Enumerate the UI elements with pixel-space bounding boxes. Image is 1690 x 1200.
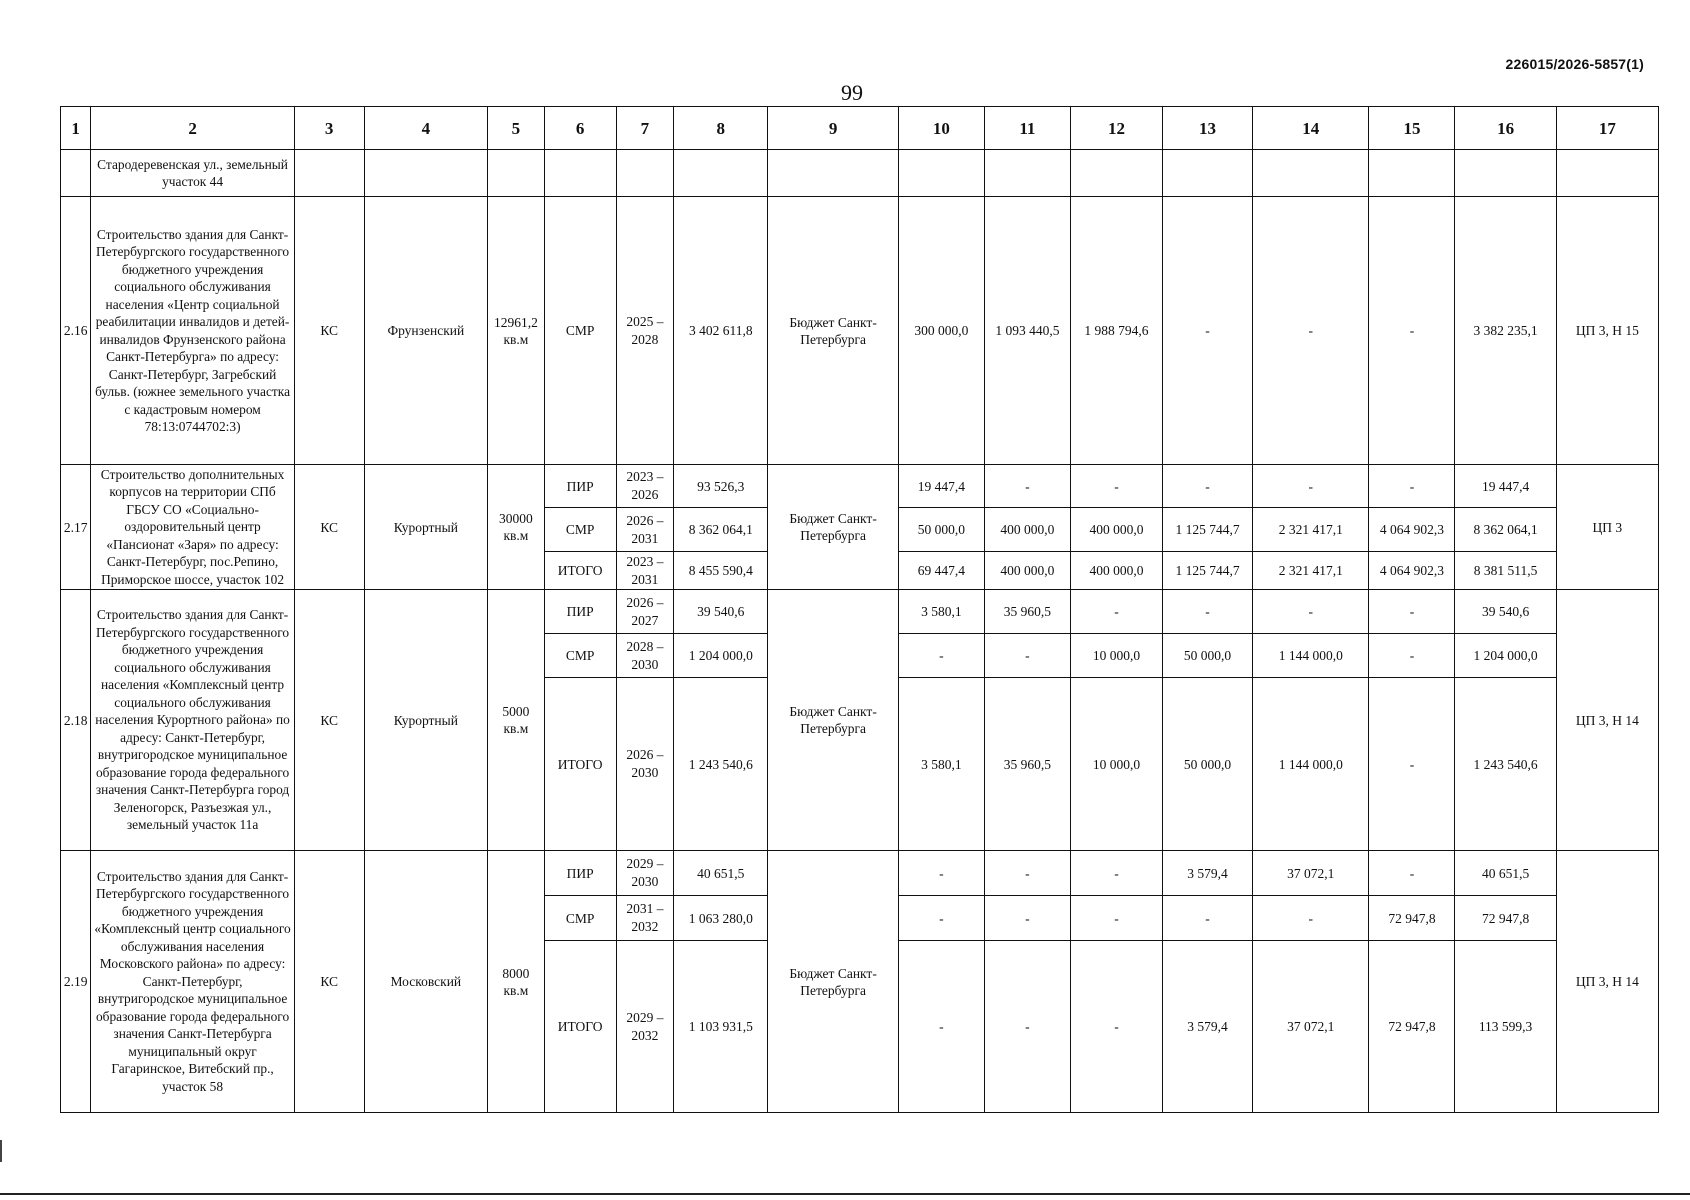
value-col-14: - (1253, 590, 1369, 634)
row-number: 2.17 (61, 465, 91, 590)
col-header: 12 (1070, 107, 1162, 150)
table-row (61, 465, 1659, 508)
col-header: 2 (91, 107, 294, 150)
value-col-15: - (1369, 197, 1455, 465)
col-header: 13 (1163, 107, 1253, 150)
value-col-14: - (1253, 465, 1369, 508)
value-col-11: 400 000,0 (984, 552, 1070, 590)
value-col-14: 1 144 000,0 (1253, 634, 1369, 678)
col-header: 4 (364, 107, 487, 150)
value-col-16: 19 447,4 (1455, 465, 1556, 508)
value-col-10: 19 447,4 (898, 465, 984, 508)
value-col-11: - (984, 851, 1070, 896)
object-code: КС (294, 851, 364, 1113)
funding-source: Бюджет Санкт-Петербурга (768, 590, 899, 851)
value-col-12: 400 000,0 (1070, 552, 1162, 590)
value-col-12: 10 000,0 (1070, 634, 1162, 678)
value-col-16: 3 382 235,1 (1455, 197, 1556, 465)
value-col-13: 3 579,4 (1163, 851, 1253, 896)
value-col-12: 1 988 794,6 (1070, 197, 1162, 465)
value-col-16: 39 540,6 (1455, 590, 1556, 634)
stage-cost: 3 402 611,8 (674, 197, 768, 465)
stage-years: 2026 – 2031 (616, 508, 674, 552)
col-header: 16 (1455, 107, 1556, 150)
stage-type: ИТОГО (544, 552, 616, 590)
value-col-16: 72 947,8 (1455, 896, 1556, 941)
value-col-14: - (1253, 197, 1369, 465)
stage-type: СМР (544, 197, 616, 465)
funding-source: Бюджет Санкт-Петербурга (768, 851, 899, 1113)
scan-bottom-edge (0, 1193, 1690, 1195)
object-name: Строительство дополнительных корпусов на территории СПб ГБСУ СО «Социально-оздоровительный центр «Пансионат «Заря» по адресу: Санкт-Петербург, пос.Репино, Приморское шоссе, участок 102 (91, 465, 294, 590)
stage-type: СМР (544, 896, 616, 941)
value-col-12: - (1070, 851, 1162, 896)
district: Курортный (364, 465, 487, 590)
col-header: 10 (898, 107, 984, 150)
value-col-13: 1 125 744,7 (1163, 508, 1253, 552)
value-col-11: - (984, 634, 1070, 678)
stage-type: ПИР (544, 590, 616, 634)
stage-years: 2029 – 2030 (616, 851, 674, 896)
value-col-12: - (1070, 941, 1162, 1113)
capacity: 5000 кв.м (488, 590, 545, 851)
value-col-13: - (1163, 896, 1253, 941)
stage-cost: 8 455 590,4 (674, 552, 768, 590)
value-col-14: 37 072,1 (1253, 941, 1369, 1113)
stage-type: СМР (544, 634, 616, 678)
col-header: 14 (1253, 107, 1369, 150)
value-col-14: 1 144 000,0 (1253, 678, 1369, 851)
stage-years: 2026 – 2030 (616, 678, 674, 851)
value-col-10: 50 000,0 (898, 508, 984, 552)
program-target: ЦП 3, Н 15 (1556, 197, 1658, 465)
value-col-15: - (1369, 678, 1455, 851)
object-name: Стародеревенская ул., земельный участок 44 (91, 150, 294, 197)
value-col-11: 35 960,5 (984, 678, 1070, 851)
value-col-15: - (1369, 634, 1455, 678)
col-header: 11 (984, 107, 1070, 150)
value-col-14: 2 321 417,1 (1253, 508, 1369, 552)
col-header: 9 (768, 107, 899, 150)
stage-years: 2026 – 2027 (616, 590, 674, 634)
stage-years: 2028 – 2030 (616, 634, 674, 678)
value-col-13: - (1163, 465, 1253, 508)
funding-source: Бюджет Санкт-Петербурга (768, 465, 899, 590)
col-header: 8 (674, 107, 768, 150)
object-code: КС (294, 590, 364, 851)
value-col-10: - (898, 851, 984, 896)
stage-years: 2023 – 2031 (616, 552, 674, 590)
value-col-13: 50 000,0 (1163, 678, 1253, 851)
object-name: Строительство здания для Санкт-Петербургского государственного бюджетного учреждения «Комплексный центр социального обслуживания населения Московского района» по адресу: Санкт-Петербург, внутригородское муниципальное образование города федерального значения Санкт-Петербурга муниципальный округ Гагаринское, Витебский пр., участок 58 (91, 851, 294, 1113)
stage-cost: 93 526,3 (674, 465, 768, 508)
program-target: ЦП 3, Н 14 (1556, 851, 1658, 1113)
value-col-13: 50 000,0 (1163, 634, 1253, 678)
stage-cost: 40 651,5 (674, 851, 768, 896)
table-row (61, 150, 1659, 197)
value-col-15: 4 064 902,3 (1369, 552, 1455, 590)
value-col-16: 8 381 511,5 (1455, 552, 1556, 590)
value-col-15: 72 947,8 (1369, 941, 1455, 1113)
value-col-13: 3 579,4 (1163, 941, 1253, 1113)
value-col-14: 37 072,1 (1253, 851, 1369, 896)
col-header: 5 (488, 107, 545, 150)
page-number: 99 (841, 80, 863, 105)
value-col-10: 69 447,4 (898, 552, 984, 590)
col-header: 1 (61, 107, 91, 150)
stage-cost: 39 540,6 (674, 590, 768, 634)
value-col-10: 300 000,0 (898, 197, 984, 465)
value-col-12: - (1070, 465, 1162, 508)
object-name: Строительство здания для Санкт-Петербургского государственного бюджетного учреждения социального обслуживания населения «Центр социальной реабилитации инвалидов и детей-инвалидов Фрунзенского района Санкт-Петербурга» по адресу: Санкт-Петербург, Загребский бульв. (южнее земельного участка с кадастровым номером 78:13:0744702:3) (91, 197, 294, 465)
capacity: 12961,2 кв.м (488, 197, 545, 465)
program-table (60, 106, 1659, 1113)
table-row (61, 197, 1659, 465)
stage-years: 2031 – 2032 (616, 896, 674, 941)
value-col-10: 3 580,1 (898, 590, 984, 634)
value-col-16: 8 362 064,1 (1455, 508, 1556, 552)
district: Курортный (364, 590, 487, 851)
stage-cost: 1 204 000,0 (674, 634, 768, 678)
column-numbers-row (61, 107, 1659, 150)
value-col-15: - (1369, 851, 1455, 896)
value-col-12: - (1070, 896, 1162, 941)
value-col-11: - (984, 941, 1070, 1113)
value-col-13: - (1163, 590, 1253, 634)
table-row (61, 590, 1659, 634)
stage-type: ИТОГО (544, 678, 616, 851)
col-header: 17 (1556, 107, 1658, 150)
col-header: 6 (544, 107, 616, 150)
stage-cost: 1 063 280,0 (674, 896, 768, 941)
value-col-15: 72 947,8 (1369, 896, 1455, 941)
stage-cost: 1 103 931,5 (674, 941, 768, 1113)
object-code: КС (294, 465, 364, 590)
stage-type: ИТОГО (544, 941, 616, 1113)
value-col-15: 4 064 902,3 (1369, 508, 1455, 552)
col-header: 15 (1369, 107, 1455, 150)
col-header: 3 (294, 107, 364, 150)
district: Фрунзенский (364, 197, 487, 465)
document-id: 226015/2026-5857(1) (1505, 56, 1644, 72)
value-col-10: - (898, 634, 984, 678)
value-col-14: 2 321 417,1 (1253, 552, 1369, 590)
value-col-16: 1 204 000,0 (1455, 634, 1556, 678)
value-col-11: - (984, 896, 1070, 941)
scan-edge-mark (0, 1140, 2, 1162)
stage-cost: 8 362 064,1 (674, 508, 768, 552)
value-col-14: - (1253, 896, 1369, 941)
stage-years: 2025 – 2028 (616, 197, 674, 465)
value-col-12: 400 000,0 (1070, 508, 1162, 552)
value-col-12: 10 000,0 (1070, 678, 1162, 851)
value-col-11: 400 000,0 (984, 508, 1070, 552)
stage-cost: 1 243 540,6 (674, 678, 768, 851)
value-col-15: - (1369, 590, 1455, 634)
program-target: ЦП 3, Н 14 (1556, 590, 1658, 851)
stage-type: СМР (544, 508, 616, 552)
funding-source: Бюджет Санкт-Петербурга (768, 197, 899, 465)
value-col-11: 35 960,5 (984, 590, 1070, 634)
capacity: 30000 кв.м (488, 465, 545, 590)
object-code: КС (294, 197, 364, 465)
stage-type: ПИР (544, 851, 616, 896)
value-col-10: - (898, 896, 984, 941)
value-col-16: 113 599,3 (1455, 941, 1556, 1113)
value-col-10: - (898, 941, 984, 1113)
value-col-11: - (984, 465, 1070, 508)
table-row (61, 851, 1659, 896)
value-col-16: 1 243 540,6 (1455, 678, 1556, 851)
value-col-13: 1 125 744,7 (1163, 552, 1253, 590)
value-col-12: - (1070, 590, 1162, 634)
value-col-16: 40 651,5 (1455, 851, 1556, 896)
value-col-15: - (1369, 465, 1455, 508)
row-number: 2.16 (61, 197, 91, 465)
district: Московский (364, 851, 487, 1113)
row-number: 2.19 (61, 851, 91, 1113)
value-col-11: 1 093 440,5 (984, 197, 1070, 465)
row-number: 2.18 (61, 590, 91, 851)
stage-years: 2023 – 2026 (616, 465, 674, 508)
value-col-13: - (1163, 197, 1253, 465)
program-target: ЦП 3 (1556, 465, 1658, 590)
capacity: 8000 кв.м (488, 851, 545, 1113)
object-name: Строительство здания для Санкт-Петербургского государственного бюджетного учреждения социального обслуживания населения «Комплексный центр социального обслуживания населения Курортного района» по адресу: Санкт-Петербург, внутригородское муниципальное образование города федерального значения Санкт-Петербурга город Зеленогорск, Разъезжая ул., земельный участок 11а (91, 590, 294, 851)
stage-type: ПИР (544, 465, 616, 508)
col-header: 7 (616, 107, 674, 150)
stage-years: 2029 – 2032 (616, 941, 674, 1113)
value-col-10: 3 580,1 (898, 678, 984, 851)
